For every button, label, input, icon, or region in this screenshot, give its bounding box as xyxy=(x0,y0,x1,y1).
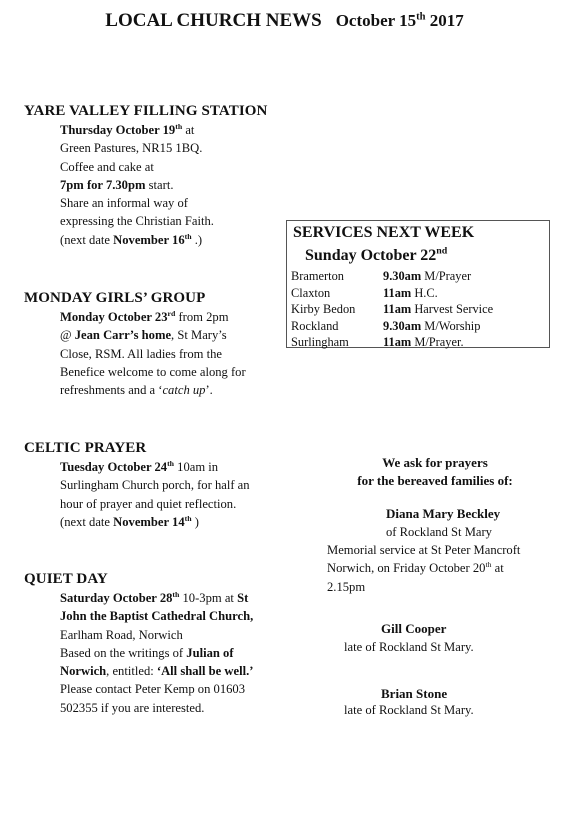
yare-next-pre: (next date xyxy=(60,232,114,247)
quiet-heading: QUIET DAY xyxy=(24,571,108,587)
title-date xyxy=(336,11,464,30)
yare-day-sup: th xyxy=(175,121,183,131)
prayer-1-details xyxy=(327,541,520,596)
prayer-3-location: late of Rockland St Mary. xyxy=(344,703,474,717)
celtic-heading: CELTIC PRAYER xyxy=(24,440,147,456)
date-year: 2017 xyxy=(425,11,464,30)
service-row xyxy=(291,318,493,335)
celtic-next-post: ) xyxy=(191,514,199,529)
prayer-2-name: Gill Cooper xyxy=(381,621,447,636)
girls-day-sup: rd xyxy=(167,308,176,318)
service-row xyxy=(291,301,493,318)
yare-next-post: .) xyxy=(191,232,203,247)
girls-close: Close, RSM. All ladies from the xyxy=(60,346,222,361)
quiet-based-pre: Based on the writings of xyxy=(60,645,187,660)
date-suffix: th xyxy=(416,11,426,23)
prayer-1-date-sup: th xyxy=(485,560,492,570)
service-row xyxy=(291,285,493,302)
quiet-entitled xyxy=(60,662,253,680)
services-sub-sup: nd xyxy=(436,245,448,257)
service-type: Harvest Service xyxy=(411,302,494,317)
quiet-day-st: St xyxy=(237,591,249,605)
girls-body xyxy=(60,308,246,399)
service-type: H.C. xyxy=(411,285,438,300)
girls-refresh xyxy=(60,381,246,399)
service-detail xyxy=(383,301,493,318)
celtic-porch: Surlingham Church porch, for half an xyxy=(60,478,250,493)
service-detail xyxy=(383,268,493,285)
girls-refresh-pre: refreshments and a ‘ xyxy=(60,383,163,398)
prayer-1-date-post: at xyxy=(491,561,504,576)
quiet-day-post: 10-3pm at xyxy=(179,591,238,605)
girls-location xyxy=(60,326,246,344)
girls-day-post: from 2pm xyxy=(175,310,229,324)
celtic-next-date: November 14 xyxy=(113,514,185,529)
service-detail xyxy=(383,285,493,302)
yare-location: Green Pastures, NR15 1BQ. xyxy=(60,141,203,156)
girls-day-text: Monday October 23 xyxy=(60,310,168,324)
yare-time xyxy=(60,176,214,194)
prayers-heading-2: for the bereaved families of: xyxy=(357,473,513,489)
page-title xyxy=(0,10,569,32)
service-time: 11am xyxy=(383,285,412,300)
quiet-day xyxy=(60,589,253,607)
celtic-day-post: 10am in xyxy=(174,460,219,474)
yare-day xyxy=(60,121,214,139)
service-time: 11am xyxy=(383,335,412,350)
yare-body xyxy=(60,121,214,249)
prayers-heading-1: We ask for prayers xyxy=(382,455,488,470)
service-time: 9.30am xyxy=(383,269,422,283)
quiet-based xyxy=(60,644,253,662)
yare-day-text: Thursday October 19 xyxy=(60,123,176,137)
prayer-1-date xyxy=(327,559,520,577)
yare-next-date: November 16 xyxy=(113,232,185,247)
service-detail xyxy=(383,334,493,351)
service-row xyxy=(291,334,493,351)
services-box xyxy=(286,220,550,348)
quiet-contact: Please contact Peter Kemp on 01603 xyxy=(60,682,246,697)
quiet-day-text: Saturday October 28 xyxy=(60,591,173,605)
celtic-next xyxy=(60,513,250,531)
title-text: LOCAL CHURCH NEWS xyxy=(105,10,322,31)
girls-at: @ xyxy=(60,328,75,343)
quiet-entitled-mid: , entitled: xyxy=(106,664,157,679)
quiet-cathedral: John the Baptist Cathedral Church, xyxy=(60,609,254,624)
prayer-1-memorial: Memorial service at St Peter Mancroft xyxy=(327,543,521,557)
service-place: Kirby Bedon xyxy=(291,302,356,317)
prayers-heading xyxy=(320,454,550,491)
yare-coffee: Coffee and cake at xyxy=(60,159,154,174)
service-place: Claxton xyxy=(291,285,331,300)
prayer-2-location: late of Rockland St Mary. xyxy=(344,640,474,654)
quiet-julian: Julian of xyxy=(186,645,234,660)
quiet-body xyxy=(60,589,253,717)
service-row xyxy=(291,268,493,285)
celtic-hour: hour of prayer and quiet reflection. xyxy=(60,496,237,511)
services-title: SERVICES NEXT WEEK xyxy=(293,224,475,241)
prayer-1-location: of Rockland St Mary xyxy=(386,525,492,539)
celtic-body xyxy=(60,458,250,531)
yare-next-sup: th xyxy=(184,231,192,241)
quiet-norwich: Norwich xyxy=(60,664,107,679)
date-text: October 15 xyxy=(335,11,417,30)
quiet-all-well: ‘All shall be well.’ xyxy=(156,664,254,679)
celtic-day-sup: th xyxy=(167,458,174,468)
service-place: Rockland xyxy=(291,318,339,333)
service-time: 9.30am xyxy=(383,318,422,333)
girls-heading: MONDAY GIRLS’ GROUP xyxy=(24,290,206,306)
services-subtitle xyxy=(305,247,447,265)
yare-faith: expressing the Christian Faith. xyxy=(60,214,214,229)
service-detail xyxy=(383,318,493,335)
service-time: 11am xyxy=(383,302,412,317)
services-table xyxy=(291,268,493,351)
girls-location-rest: , St Mary’s xyxy=(171,328,227,343)
yare-heading: YARE VALLEY FILLING STATION xyxy=(24,103,268,119)
service-place: Surlingham xyxy=(291,335,349,350)
quiet-road: Earlham Road, Norwich xyxy=(60,627,183,642)
girls-home: Jean Carr’s home xyxy=(74,328,172,343)
yare-time-rest: start. xyxy=(145,177,174,192)
quiet-phone: 502355 if you are interested. xyxy=(60,700,205,715)
girls-benefice: Benefice welcome to come along for xyxy=(60,364,246,379)
girls-day xyxy=(60,308,246,326)
celtic-day xyxy=(60,458,250,476)
services-sub-text: Sunday October 22 xyxy=(305,247,437,264)
celtic-day-text: Tuesday October 24 xyxy=(60,460,168,474)
girls-catchup: catch up xyxy=(162,383,206,398)
prayer-3-name: Brian Stone xyxy=(381,686,448,701)
prayer-1-time: 2.15pm xyxy=(327,579,366,594)
prayer-1-name: Diana Mary Beckley xyxy=(386,506,501,521)
yare-time-bold: 7pm for 7.30pm xyxy=(60,177,146,192)
service-type: M/Prayer. xyxy=(411,335,464,350)
service-place: Bramerton xyxy=(291,269,344,283)
yare-share: Share an informal way of xyxy=(60,196,188,211)
service-type: M/Prayer xyxy=(421,269,472,283)
yare-next xyxy=(60,231,214,249)
yare-day-post: at xyxy=(182,123,195,137)
quiet-day-sup: th xyxy=(172,589,180,599)
celtic-next-pre: (next date xyxy=(60,514,114,529)
prayer-1-date-text: Norwich, on Friday October 20 xyxy=(327,561,486,576)
celtic-next-sup: th xyxy=(184,513,192,523)
service-type: M/Worship xyxy=(421,318,481,333)
girls-refresh-post: ’. xyxy=(205,383,213,398)
